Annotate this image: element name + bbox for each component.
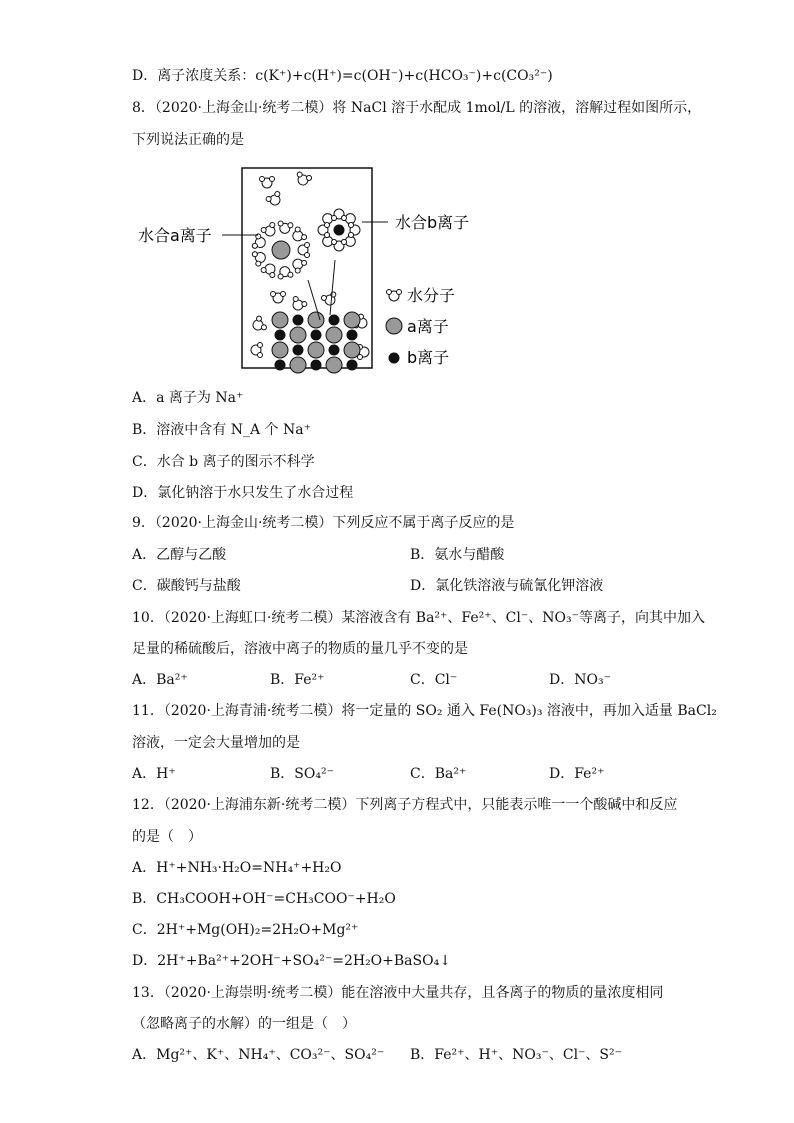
- water-molecule: [265, 191, 284, 208]
- lattice-a-ion: [272, 312, 288, 328]
- water-hydrogen: [270, 177, 275, 182]
- q12-option-c: C．2H⁺+Mg(OH)₂=2H₂O+Mg²⁺: [132, 922, 359, 938]
- water-molecule: [289, 226, 307, 245]
- q13-option-a: A．Mg²⁺、K⁺、NH₄⁺、CO₃²⁻、SO₄²⁻: [132, 1047, 385, 1063]
- q12-option-b: B．CH₃COOH+OH⁻=CH₃COO⁻+H₂O: [132, 891, 396, 907]
- water-molecule: [260, 261, 279, 278]
- water-hydrogen: [258, 343, 263, 348]
- lattice-a-ion: [290, 327, 306, 343]
- water-hydrogen: [387, 290, 392, 295]
- lattice-b-ion: [293, 345, 303, 355]
- lattice-b-ion: [293, 315, 303, 325]
- q11-option-d: D．Fe²⁺: [549, 766, 605, 782]
- water-molecule: [277, 221, 294, 235]
- q10-stem-line2: 足量的稀硫酸后，溶液中离子的物质的量几乎不变的是: [132, 641, 468, 657]
- legend: [386, 290, 402, 364]
- q9-option-a: A．乙醇与乙酸: [132, 547, 227, 563]
- lattice-a-ion: [308, 312, 324, 328]
- water-molecule: [252, 249, 268, 267]
- water-hydrogen: [325, 233, 330, 238]
- q10-option-b: B．Fe²⁺: [270, 672, 325, 688]
- q9-option-d: D．氯化铁溶液与硫氰化钾溶液: [410, 578, 604, 594]
- q10-stem-line1: 10．（2020·上海虹口·统考二模）某溶液含有 Ba²⁺、Fe²⁺、Cl⁻、NO₃⁻等离子，向其中加入: [132, 610, 705, 626]
- lattice-a-ion: [344, 342, 360, 358]
- dissolution-diagram: [130, 160, 500, 375]
- q9-stem: 9．（2020·上海金山·统考二模）下列反应不属于离子反应的是: [132, 515, 515, 531]
- water-molecule: [298, 243, 310, 258]
- water-hydrogen: [281, 292, 286, 297]
- lattice-b-ion: [275, 330, 285, 340]
- legend-water-label: 水分子: [407, 286, 456, 305]
- q12-stem-line2: 的是（ ）: [132, 829, 202, 845]
- lattice-b-ion: [329, 315, 339, 325]
- q12-stem-line1: 12．（2020·上海浦东新·统考二模）下列离子方程式中，只能表示唯一一个酸碱中和反应: [132, 797, 678, 813]
- q9-option-b: B．氨水与醋酸: [410, 547, 505, 563]
- dissolve-line-right: [330, 260, 335, 315]
- label-hydrated-a: 水合a离子: [138, 226, 212, 245]
- lattice-a-ion: [272, 342, 288, 358]
- water-hydrogen: [260, 177, 265, 182]
- water-hydrogen: [332, 216, 337, 221]
- water-hydrogen: [271, 292, 276, 297]
- legend-b-label: b离子: [407, 348, 450, 367]
- water-molecule: [260, 222, 279, 239]
- legend-b-ion: [389, 353, 399, 363]
- water-hydrogen: [278, 221, 284, 227]
- water-hydrogen: [288, 272, 294, 278]
- q13-stem-line2: （忽略离子的水解）的一组是（ ）: [132, 1016, 356, 1032]
- b-ion: [334, 225, 344, 235]
- q13-stem-line1: 13．（2020·上海崇明·统考二模）能在溶液中大量共存，且各离子的物质的量浓度相同: [132, 985, 664, 1001]
- lattice-b-ion: [311, 330, 321, 340]
- q13-option-b: B．Fe²⁺、H⁺、NO₃⁻、Cl⁻、S²⁻: [410, 1047, 623, 1063]
- q8-stem-line1: 8．（2020·上海金山·统考二模）将 NaCl 溶于水配成 1mol/L 的溶液，溶解过程如图所示，: [132, 100, 702, 116]
- q10-option-c: C．Cl⁻: [410, 672, 458, 688]
- lattice-b-ion: [347, 360, 357, 370]
- water-molecule: [387, 290, 402, 302]
- q11-option-c: C．Ba²⁺: [410, 766, 467, 782]
- q10-option-d: D．NO₃⁻: [549, 672, 611, 688]
- label-hydrated-b: 水合b离子: [395, 213, 470, 232]
- water-molecule: [260, 177, 275, 189]
- water-hydrogen: [342, 240, 347, 245]
- water-molecule: [294, 171, 312, 187]
- q9-option-c: C．碳酸钙与盐酸: [132, 578, 241, 594]
- q8-option-d: D．氯化钠溶于水只发生了水合过程: [132, 485, 354, 501]
- legend-a-label: a离子: [407, 317, 449, 336]
- q12-option-a: A．H⁺+NH₃·H₂O=NH₄⁺+H₂O: [132, 860, 342, 876]
- water-hydrogen: [305, 253, 310, 258]
- lattice-a-ion: [326, 327, 342, 343]
- q11-stem-line2: 溶液，一定会大量增加的是: [132, 735, 300, 751]
- q8-stem-line2: 下列说法正确的是: [132, 132, 244, 148]
- lattice-b-ion: [275, 360, 285, 370]
- lattice-a-ion: [308, 342, 324, 358]
- water-molecule: [251, 343, 263, 358]
- legend-a-ion: [386, 318, 402, 334]
- q12-option-d: D．2H⁺+Ba²⁺+2OH⁻+SO₄²⁻=2H₂O+BaSO₄↓: [132, 953, 451, 969]
- lattice-a-ion: [290, 357, 306, 373]
- ion-scene: [250, 171, 370, 373]
- q11-option-a: A．H⁺: [132, 766, 176, 782]
- q10-option-a: A．Ba²⁺: [132, 672, 188, 688]
- water-molecule: [289, 296, 308, 313]
- lattice-a-ion: [344, 312, 360, 328]
- lattice-a-ion: [326, 357, 342, 373]
- water-molecule: [277, 265, 294, 279]
- q7-option-d: D．离子浓度关系：c(K⁺)+c(H⁺)=c(OH⁻)+c(HCO₃⁻)+c(CO₃²⁻): [132, 68, 553, 84]
- q8-option-c: C．水合 b 离子的图示不科学: [132, 454, 315, 470]
- water-molecule: [289, 255, 307, 274]
- water-hydrogen: [397, 290, 402, 295]
- a-ion: [272, 241, 290, 259]
- water-molecule: [321, 291, 339, 307]
- q11-option-b: B．SO₄²⁻: [270, 766, 334, 782]
- q11-stem-line1: 11．（2020·上海青浦·统考二模）将一定量的 SO₂ 通入 Fe(NO₃)₃ 溶液中，再加入适量 BaCl₂: [132, 703, 717, 719]
- water-molecule: [250, 315, 267, 334]
- water-molecule: [252, 233, 268, 251]
- water-hydrogen: [288, 222, 294, 228]
- water-hydrogen: [258, 353, 263, 358]
- q8-option-b: B．溶液中含有 N_A 个 Na⁺: [132, 422, 311, 438]
- lattice-b-ion: [347, 330, 357, 340]
- lattice-b-ion: [329, 345, 339, 355]
- water-hydrogen: [278, 274, 284, 280]
- lattice-b-ion: [311, 360, 321, 370]
- q8-option-a: A．a 离子为 Na⁺: [132, 390, 244, 406]
- water-molecule: [271, 292, 286, 304]
- water-hydrogen: [305, 243, 310, 248]
